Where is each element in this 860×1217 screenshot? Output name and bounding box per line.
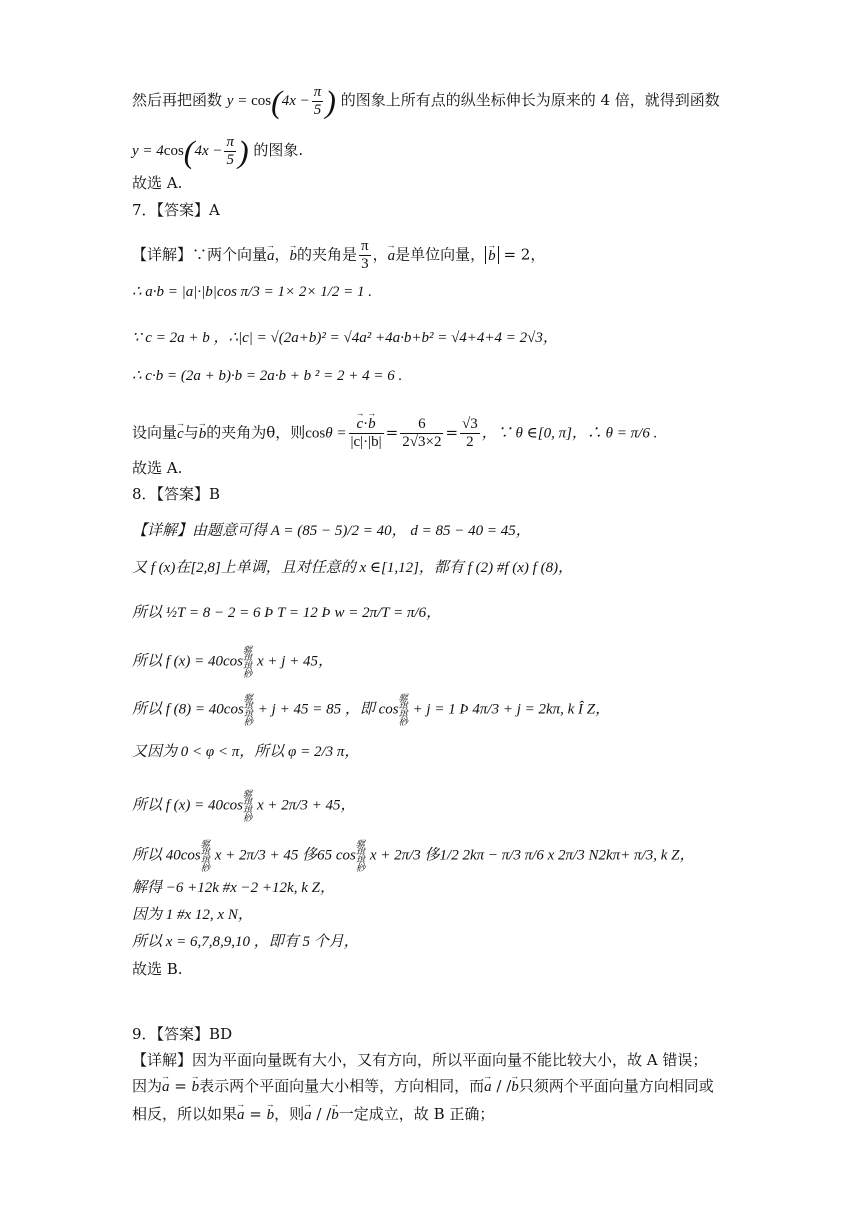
garbled-glyph: 骣琪琪桫	[242, 645, 251, 679]
text-line: 故选 A.	[132, 174, 183, 192]
formula-line	[132, 790, 356, 822]
text: 所以 f (x) = 40cos	[132, 797, 243, 814]
formula-line: 又因为 0 < φ < π，所以 φ = 2/3 π，	[132, 744, 360, 760]
text-line	[132, 84, 720, 119]
formula: y = cos(4x − $\frac{\pi}{5}$ )	[226, 83, 336, 120]
text: x + 2π/3 侈1/2 2kπ − π/3 π/6 x 2π/3 N2kπ+ π/3, k Z，	[369, 847, 695, 864]
text: = 2，	[503, 245, 546, 264]
formula: ，∵ θ ∈[0, π]，∴ θ = π/6 .	[481, 425, 658, 442]
formula-line	[132, 646, 333, 678]
text-line: 故选 A.	[132, 459, 183, 477]
formula-line: 所以 x = 6,7,8,9,10 ，即有 5 个月，	[132, 934, 359, 950]
text: 【详解】∵两个向量	[132, 245, 268, 264]
formula-line: 【详解】由题意可得 A = (85 − 5)/2 = 40， d = 85 − 40 = 45，	[132, 523, 531, 539]
text-line: 【详解】因为平面向量既有大小，又有方向，所以平面向量不能比较大小，故 A 错误；	[132, 1051, 708, 1069]
text: 的图象.	[253, 140, 304, 159]
text-line: 7．【答案】A	[132, 201, 220, 219]
garbled-glyph: 骣琪琪桫	[200, 839, 209, 873]
text: 所以 f (x) = 40cos	[132, 653, 243, 670]
text-line: 相反，所以如果→ a = → b，则→ a / /→ b一定成立，故 B 正确；	[132, 1104, 494, 1125]
text: 只须两个平面向量方向相同或	[518, 1077, 714, 1095]
text: 与	[183, 423, 199, 442]
text: ，则	[274, 1105, 305, 1123]
text-line: 设向量→ c与→ b的夹角为θ，则cosθ = → $\frac{c\cdot\to b}{|c|\cdot|b|}$ = $\frac{6}{2√3\times 2}$ = $\frac{√3}{2}$ ，∵ θ ∈[0, π]，∴ θ = π/6 .	[132, 416, 657, 451]
formula-line	[132, 840, 694, 872]
text: + j + 45 = 85 ，即 cos	[257, 701, 399, 718]
text: 相反，所以如果	[132, 1105, 238, 1123]
garbled-glyph: 骣琪琪桫	[355, 839, 364, 873]
formula-line: 所以 ½T = 8 − 2 = 6 Þ T = 12 Þ w = 2π/T = π/6，	[132, 605, 442, 621]
formula-line: ∵ c = 2a + b ，∴|c| = √(2a+b)² = √4a² +4a·b+b² = √4+4+4 = 2√3，	[132, 330, 558, 346]
text: 的夹角是	[297, 245, 358, 264]
text: ，	[274, 245, 290, 264]
text-line: 【详解】∵两个向量→ a，→ b的夹角是 $\frac{\pi}{3}$ ，→ a是单位向量，→ b = 2，	[132, 238, 545, 273]
formula-line: 解得 −6 +12k #x −2 +12k, k Z，	[132, 880, 335, 896]
text: 设向量	[132, 423, 178, 442]
text: 表示两个平面向量大小相等，方向相同，而	[199, 1077, 485, 1095]
text-line: 因为→ a = → b表示两个平面向量大小相等，方向相同，而→ a / /→ b只须两个平面向量方向相同或	[132, 1076, 714, 1097]
text: 所以 40cos	[132, 847, 201, 864]
text-line: 8．【答案】B	[132, 485, 221, 503]
text: 是单位向量，	[395, 245, 486, 264]
text: 一定成立，故 B 正确；	[338, 1105, 495, 1123]
text: ，	[372, 245, 388, 264]
garbled-glyph: 骣琪琪桫	[398, 693, 407, 727]
text: 的夹角为θ，则	[206, 423, 306, 442]
text-line: 9．【答案】BD	[132, 1025, 233, 1043]
text: 然后再把函数	[132, 90, 223, 109]
formula: y = 4cos(4x − $\frac{\pi}{5}$ )	[132, 133, 249, 170]
formula-line: 又 f (x)在[2,8]上单调，且对任意的 x ∈[1,12]，都有 f (2) #f (x) f (8)，	[132, 560, 574, 576]
text-line: 故选 B.	[132, 960, 183, 978]
formula-line: 因为 1 #x 12, x N，	[132, 907, 253, 923]
text: 所以 f (8) = 40cos	[132, 701, 244, 718]
text: x + 2π/3 + 45 侈65 cos	[214, 847, 356, 864]
formula-line: ∴ a·b = |a|·|b|cos π/3 = 1× 2× 1/2 = 1 .	[132, 284, 372, 300]
text: 因为	[132, 1077, 163, 1095]
text: 的图象上所有点的纵坐标伸长为原来的 4 倍，就得到函数	[340, 90, 720, 109]
garbled-glyph: 骣琪琪桫	[243, 693, 252, 727]
formula-line: ∴ c·b = (2a + b)·b = 2a·b + b ² = 2 + 4 = 6 .	[132, 368, 403, 384]
text: + j = 1 Þ 4π/3 + j = 2kπ, k Î Z，	[412, 701, 611, 718]
text: x + j + 45，	[256, 653, 334, 670]
text: x + 2π/3 + 45，	[256, 797, 356, 814]
formula-line	[132, 694, 610, 726]
text-line	[132, 134, 303, 169]
garbled-glyph: 骣琪琪桫	[242, 789, 251, 823]
